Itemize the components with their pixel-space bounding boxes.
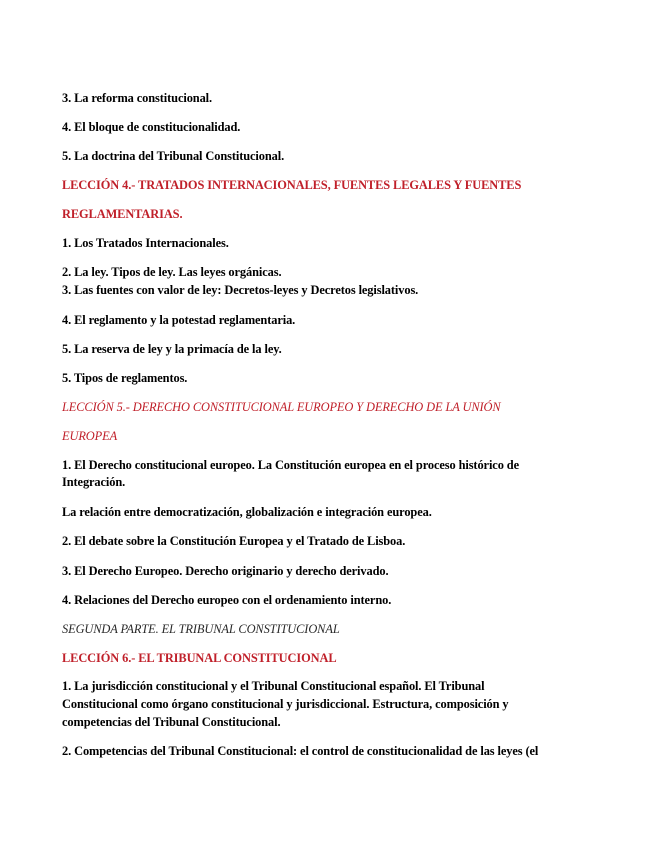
item-ley-tipos: 2. La ley. Tipos de ley. Las leyes orgánicas. <box>62 265 282 279</box>
item-reglamento: 4. El reglamento y la potestad reglamentaria. <box>62 313 296 327</box>
item-doctrina-tribunal: 5. La doctrina del Tribunal Constitucional. <box>62 149 285 163</box>
item-derecho-europeo: 3. El Derecho Europeo. Derecho originario y derecho derivado. <box>62 564 389 578</box>
lesson-5-heading: LECCIÓN 5.- DERECHO CONSTITUCIONAL EUROPEO Y DERECHO DE LA UNIÓN <box>62 400 501 414</box>
item-derecho-constitucional-europeo: 1. El Derecho constitucional europeo. La Constitución europea en el proceso histórico de <box>62 458 519 472</box>
item-jurisdiccion-constitucional-line-3: competencias del Tribunal Constitucional. <box>62 715 281 729</box>
item-tipos-reglamentos: 5. Tipos de reglamentos. <box>62 371 188 385</box>
item-relacion-democratizacion: La relación entre democratización, globalización e integración europea. <box>62 505 432 519</box>
item-jurisdiccion-constitucional: 1. La jurisdicción constitucional y el Tribunal Constitucional español. El Tribunal <box>62 679 485 693</box>
lesson-4-heading: LECCIÓN 4.- TRATADOS INTERNACIONALES, FUENTES LEGALES Y FUENTES <box>62 178 522 192</box>
item-bloque-constitucionalidad: 4. El bloque de constitucionalidad. <box>62 120 241 134</box>
lesson-6-heading: LECCIÓN 6.- EL TRIBUNAL CONSTITUCIONAL <box>62 651 337 665</box>
item-jurisdiccion-constitucional-line-2: Constitucional como órgano constitucional y jurisdiccional. Estructura, composición y <box>62 697 509 711</box>
lesson-5-heading-continued: EUROPEA <box>62 429 118 443</box>
item-reforma-constitucional: 3. La reforma constitucional. <box>62 91 213 105</box>
item-relaciones-derecho-europeo: 4. Relaciones del Derecho europeo con el ordenamiento interno. <box>62 593 392 607</box>
item-reserva-ley: 5. La reserva de ley y la primacía de la ley. <box>62 342 282 356</box>
item-tratados-internacionales: 1. Los Tratados Internacionales. <box>62 236 229 250</box>
item-competencias-tribunal: 2. Competencias del Tribunal Constitucional: el control de constitucionalidad de las leyes (el <box>62 744 539 758</box>
lesson-4-heading-continued: REGLAMENTARIAS. <box>62 207 183 221</box>
item-derecho-constitucional-europeo-continued: Integración. <box>62 475 126 489</box>
item-debate-constitucion-europea: 2. El debate sobre la Constitución Europea y el Tratado de Lisboa. <box>62 534 406 548</box>
part-two-heading: SEGUNDA PARTE. EL TRIBUNAL CONSTITUCIONAL <box>62 622 340 636</box>
item-fuentes-valor-ley: 3. Las fuentes con valor de ley: Decretos-leyes y Decretos legislativos. <box>62 283 419 297</box>
